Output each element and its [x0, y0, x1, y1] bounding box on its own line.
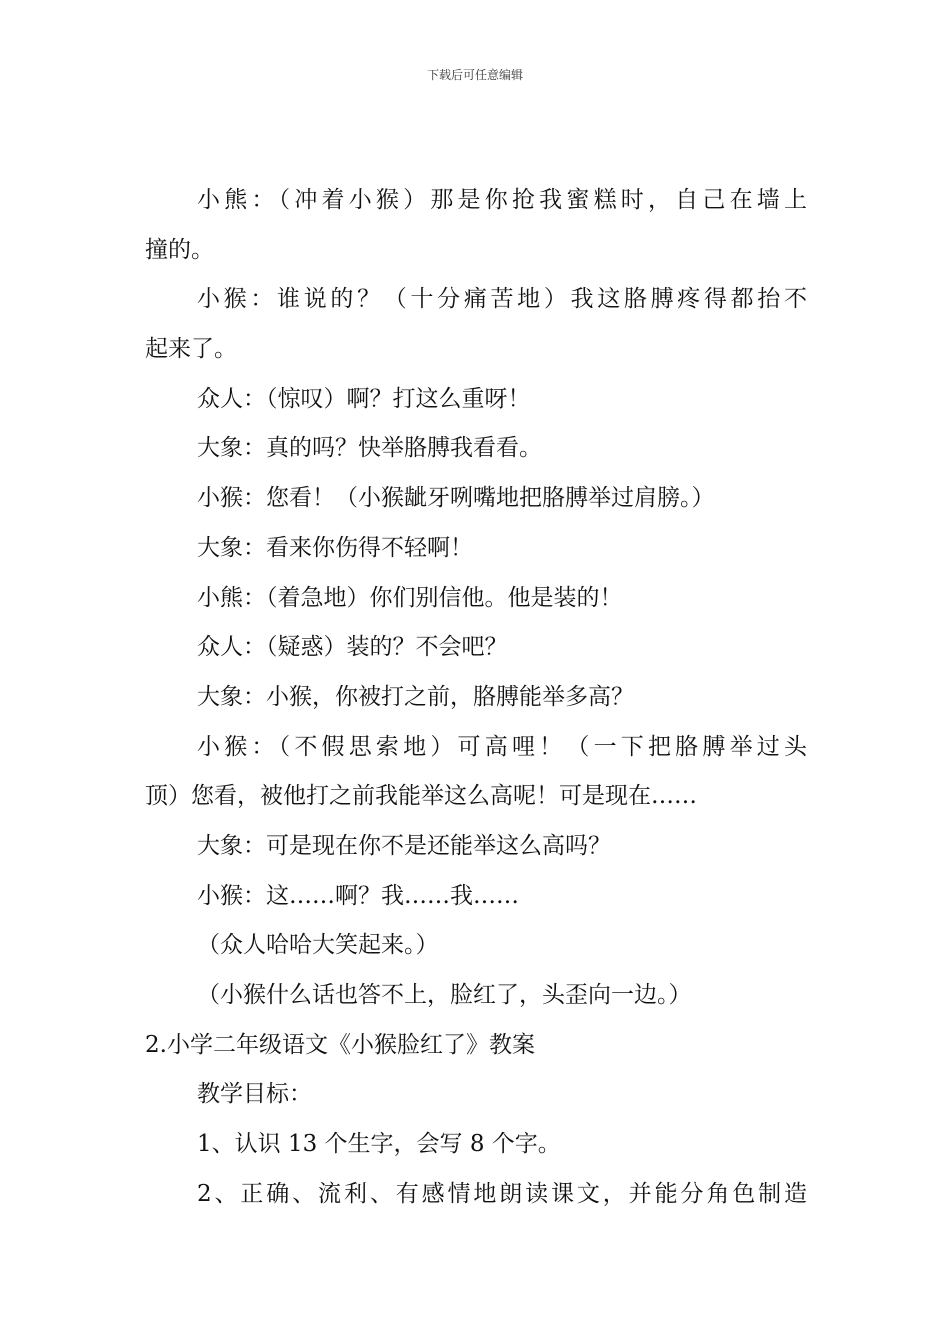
text-line: 大象：小猴，你被打之前，胳膊能举多高？ [197, 683, 634, 710]
page-header: 下载后可任意编辑 [426, 68, 523, 82]
text-line: 撞的。 [145, 236, 214, 263]
text-line: 小猴：这……啊？我……我…… [197, 882, 519, 909]
text-line: 顶）您看，被他打之前我能举这么高呢！可是现在…… [145, 783, 697, 810]
text-line: 2、正确、流利、有感情地朗读课文，并能分角色制造 [197, 1180, 807, 1207]
text-line: 起来了。 [145, 336, 237, 363]
text-line: （小猴什么话也答不上，脸红了，头歪向一边。） [197, 982, 692, 1008]
text-line: 教学目标： [197, 1081, 312, 1108]
text-line: （众人哈哈大笑起来。） [197, 932, 439, 959]
text-line: 小猴：谁说的？（十分痛苦地）我这胳膊疼得都抬不 [197, 286, 807, 313]
document-body [145, 176, 807, 1219]
text-line: 大象：可是现在你不是还能举这么高吗？ [197, 832, 611, 859]
text-line: 小猴：（不假思索地）可高哩！（一下把胳膊举过头 [197, 733, 807, 760]
text-line: 小熊：（着急地）你们别信他。他是装的！ [197, 584, 623, 611]
text-line: 小熊：（冲着小猴）那是你抢我蜜糕时，自己在墙上 [197, 187, 807, 213]
text-line: 众人：（惊叹）啊？打这么重呀！ [197, 385, 531, 412]
text-line: 众人：（疑惑）装的？不会吧？ [197, 634, 508, 661]
text-line: 小猴：您看！（小猴龇牙咧嘴地把胳膊举过肩膀。） [197, 485, 715, 512]
text-line: 大象：真的吗？快举胳膊我看看。 [197, 435, 542, 462]
text-line: 1、认识 13 个生字，会写 8 个字。 [197, 1131, 561, 1158]
text-line: 大象：看来你伤得不轻啊！ [197, 534, 473, 561]
text-line: 2.小学二年级语文《小猴脸红了》教案 [145, 1031, 535, 1058]
